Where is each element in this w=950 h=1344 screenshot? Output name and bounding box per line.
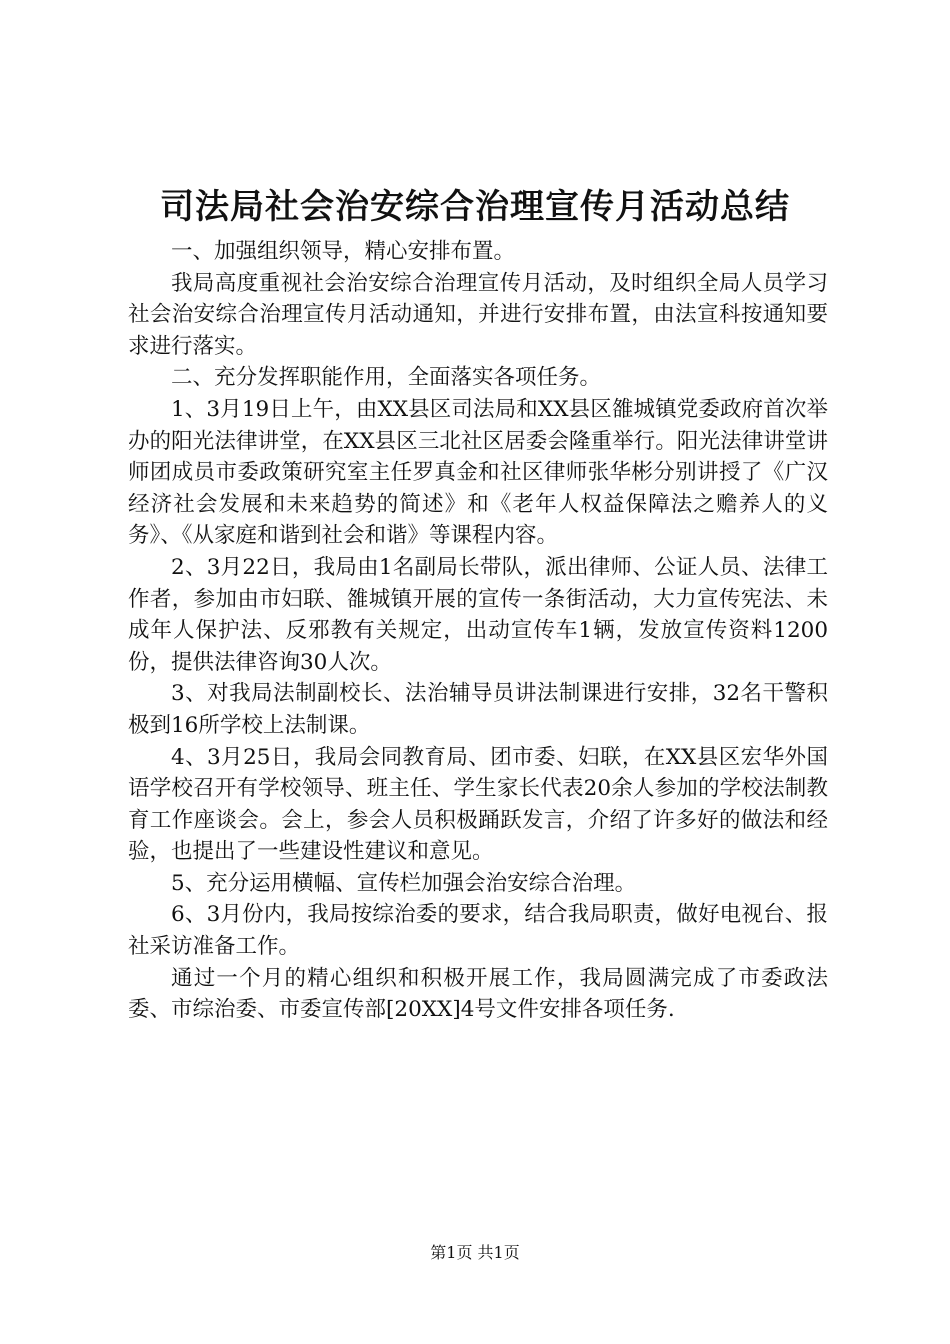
- paragraph-conclusion: 通过一个月的精心组织和积极开展工作，我局圆满完成了市委政法委、市综治委、市委宣传部[20XX]4号文件安排各项任务.: [128, 965, 828, 1023]
- page-number-footer: 第1页 共1页: [430, 1243, 520, 1262]
- paragraph-item-1: 1、3月19日上午，由XX县区司法局和XX县区雒城镇党委政府首次举办的阳光法律讲堂，在XX县区三北社区居委会隆重举行。阳光法律讲堂讲师团成员市委政策研究室主任罗真金和社区律师张华彬分别讲授了《广汉经济社会发展和未来趋势的简述》和《老年人权益保障法之赡养人的义务》、《从家庭和谐到社会和谐》等课程内容。: [128, 396, 828, 549]
- paragraph-section-1-heading: 一、加强组织领导，精心安排布置。: [171, 239, 516, 264]
- document-title: 司法局社会治安综合治理宣传月活动总结: [160, 187, 790, 227]
- paragraph-item-3: 3、对我局法制副校长、法治辅导员讲法制课进行安排，32名干警积极到16所学校上法制课。: [128, 681, 828, 738]
- paragraph-section-2-heading: 二、充分发挥职能作用，全面落实各项任务。: [171, 365, 602, 391]
- paragraph-item-5: 5、充分运用横幅、宣传栏加强会治安综合治理。: [171, 870, 637, 896]
- paragraph-item-4: 4、3月25日，我局会同教育局、团市委、妇联，在XX县区宏华外国语学校召开有学校领导、班主任、学生家长代表20余人参加的学校法制教育工作座谈会。会上，参会人员积极踊跃发言，介绍了许多好的做法和经验，也提出了一些建设性建议和意见。: [128, 744, 828, 865]
- paragraph-item-6: 6、3月份内，我局按综治委的要求，结合我局职责，做好电视台、报社采访准备工作。: [128, 902, 828, 960]
- document-body: [128, 236, 828, 1026]
- paragraph: 我局高度重视社会治安综合治理宣传月活动，及时组织全局人员学习社会治安综合治理宣传月活动通知，并进行安排布置，由法宣科按通知要求进行落实。: [128, 270, 828, 359]
- paragraph-item-2: 2、3月22日，我局由1名副局长带队，派出律师、公证人员、法律工作者，参加由市妇联、雒城镇开展的宣传一条街活动，大力宣传宪法、未成年人保护法、反邪教有关规定，出动宣传车1辆，发放宣传资料1200份，提供法律咨询30人次。: [128, 554, 828, 675]
